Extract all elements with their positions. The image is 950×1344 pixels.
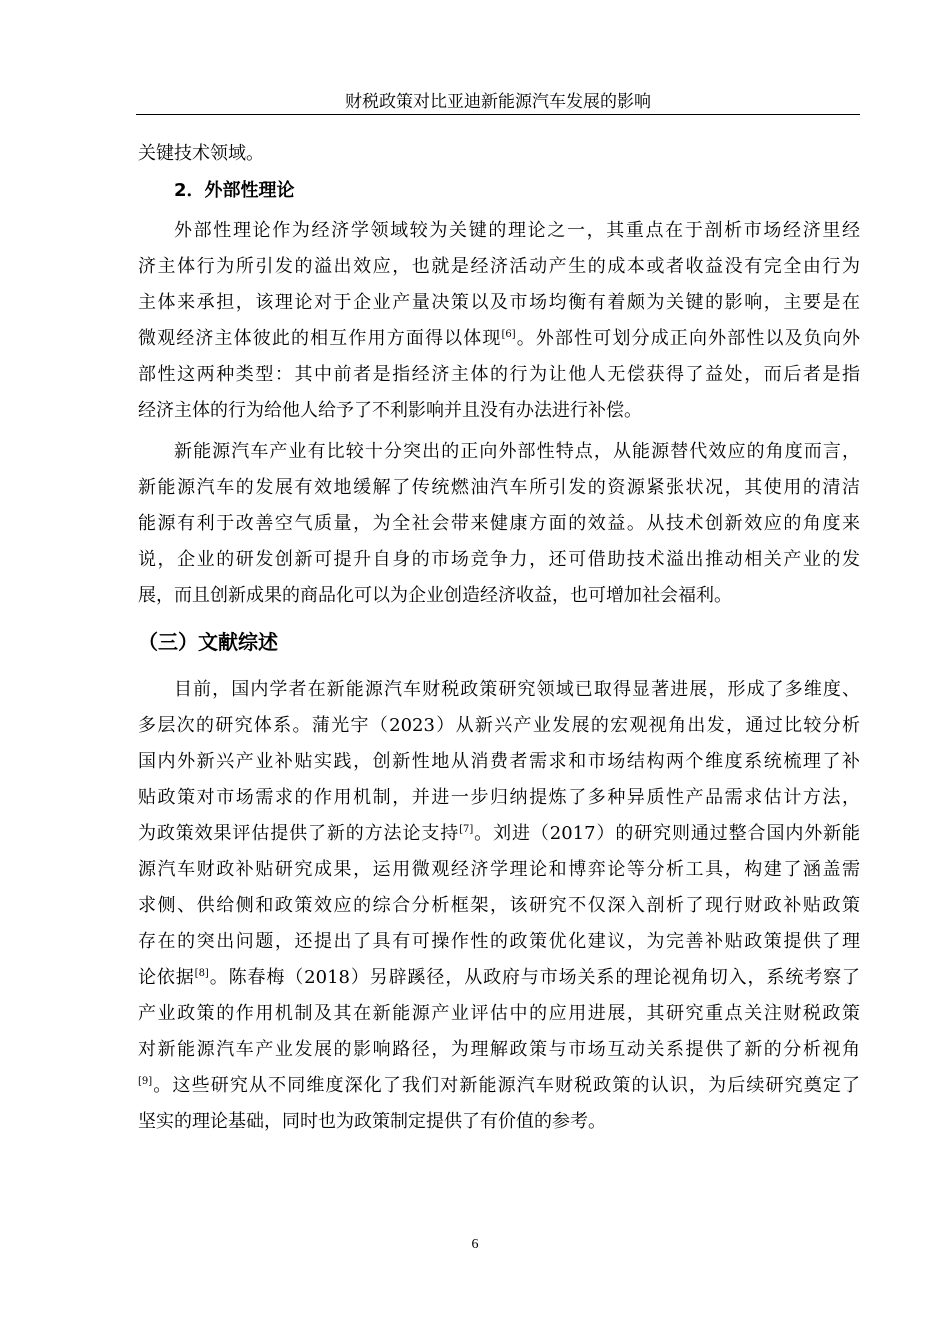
paragraph-line: 贴政策对市场需求的作用机制，并进一步归纳提炼了多种异质性产品需求估计方法， (138, 787, 860, 808)
paragraph-line: 坚实的理论基础，同时也为政策制定提供了有价值的参考。 (138, 1111, 606, 1132)
paragraph-line: 经济主体的行为给他人给予了不利影响并且没有办法进行补偿。 (138, 400, 642, 421)
paragraph-line: 产业政策的作用机制及其在新能源产业评估中的应用进展，其研究重点关注财税政策 (138, 1003, 860, 1024)
text-fragment: 论依据 (138, 967, 195, 988)
paragraph-line: 能源有利于改善空气质量，为全社会带来健康方面的效益。从技术创新效应的角度来 (138, 513, 860, 534)
paragraph-line-with-citation (138, 816, 860, 852)
section-heading-literature-review: （三）文献综述 (138, 630, 278, 654)
text-fragment: 。外部性可划分成正向外部性以及负向外 (515, 328, 861, 349)
paragraph-line: 新能源汽车产业有比较十分突出的正向外部性特点，从能源替代效应的角度而言， (174, 441, 860, 462)
paragraph-line: 济主体行为所引发的溢出效应，也就是经济活动产生的成本或者收益没有完全由行为 (138, 256, 860, 277)
paragraph-line: 存在的突出问题，还提出了具有可操作性的政策优化建议，为完善补贴政策提供了理 (138, 931, 860, 952)
running-header: 财税政策对比亚迪新能源汽车发展的影响 (136, 90, 860, 115)
text-fragment: 微观经济主体彼此的相互作用方面得以体现 (138, 328, 502, 349)
subheading-externality-theory: 2．外部性理论 (174, 180, 295, 201)
text-fragment: 。陈春梅（2018）另辟蹊径，从政府与市场关系的理论视角切入，系统考察了 (208, 967, 860, 988)
carry-over-line: 关键技术领域。 (138, 143, 264, 164)
paragraph-line: 对新能源汽车产业发展的影响路径，为理解政策与市场互动关系提供了新的分析视角 (138, 1039, 860, 1060)
paragraph-line-with-citation (138, 1068, 860, 1104)
paragraph-line: 说，企业的研发创新可提升自身的市场竞争力，还可借助技术溢出推动相关产业的发 (138, 549, 860, 570)
citation-ref: [9] (138, 1076, 153, 1087)
paragraph-line: 源汽车财政补贴研究成果，运用微观经济学理论和博弈论等分析工具，构建了涵盖需 (138, 859, 860, 880)
paragraph-line: 外部性理论作为经济学领域较为关键的理论之一，其重点在于剖析市场经济里经 (174, 220, 860, 241)
citation-ref: [6] (501, 329, 516, 340)
paragraph-line: 国内外新兴产业补贴实践，创新性地从消费者需求和市场结构两个维度系统梳理了补 (138, 751, 860, 772)
citation-ref: [7] (459, 824, 474, 835)
paragraph-line: 展，而且创新成果的商品化可以为企业创造经济收益，也可增加社会福利。 (138, 585, 732, 606)
paragraph-line: 部性这两种类型：其中前者是指经济主体的行为让他人无偿获得了益处，而后者是指 (138, 364, 860, 385)
text-fragment: 为政策效果评估提供了新的方法论支持 (138, 823, 460, 844)
page-number: 6 (471, 1237, 479, 1252)
text-fragment: 。这些研究从不同维度深化了我们对新能源汽车财税政策的认识，为后续研究奠定了 (152, 1075, 860, 1096)
paragraph-line: 目前，国内学者在新能源汽车财税政策研究领域已取得显著进展，形成了多维度、 (174, 679, 860, 700)
paragraph-line-with-citation (138, 321, 860, 357)
paragraph-line: 多层次的研究体系。蒲光宇（2023）从新兴产业发展的宏观视角出发，通过比较分析 (138, 715, 860, 736)
citation-ref: [8] (194, 968, 209, 979)
paragraph-line: 求侧、供给侧和政策效应的综合分析框架，该研究不仅深入剖析了现行财政补贴政策 (138, 895, 860, 916)
paragraph-line: 主体来承担，该理论对于企业产量决策以及市场均衡有着颇为关键的影响，主要是在 (138, 292, 860, 313)
text-fragment: 。刘进（2017）的研究则通过整合国内外新能 (473, 823, 861, 844)
paragraph-line: 新能源汽车的发展有效地缓解了传统燃油汽车所引发的资源紧张状况，其使用的清洁 (138, 477, 860, 498)
paragraph-line-with-citation (138, 960, 860, 996)
